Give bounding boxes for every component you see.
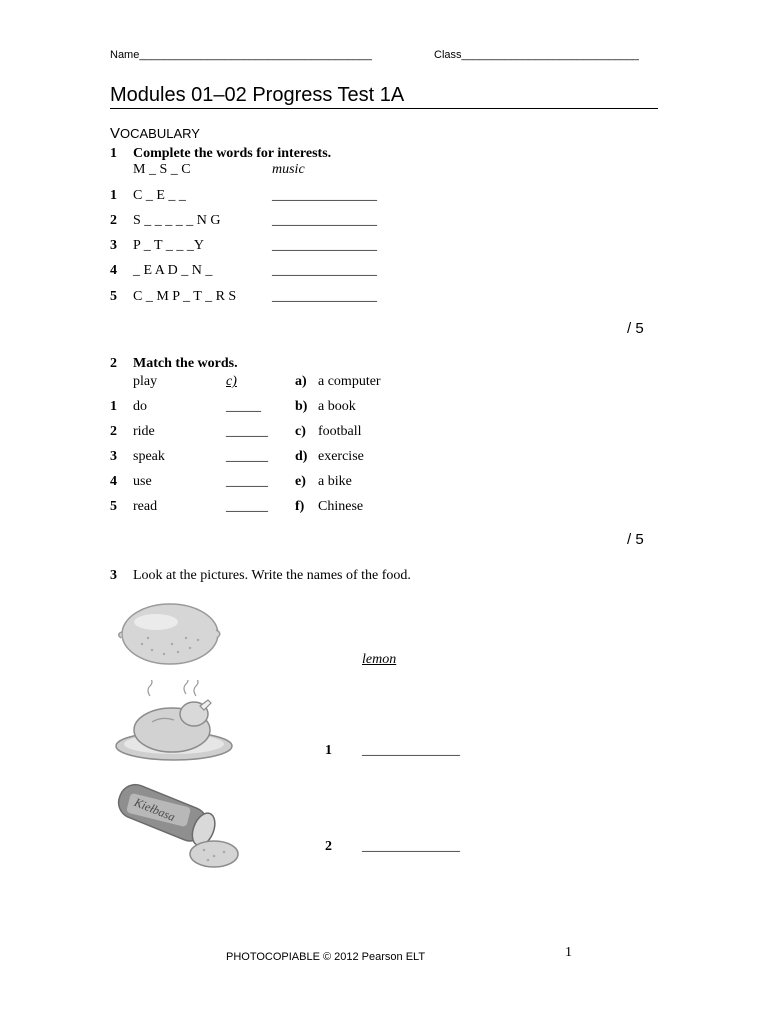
answer-blank[interactable]: _______________: [272, 188, 377, 203]
answer-blank[interactable]: _____: [226, 399, 261, 414]
answer-blank[interactable]: ______________: [362, 743, 460, 758]
salami-label: Kiełbasa: [132, 795, 178, 825]
q2-number: 2: [110, 356, 117, 371]
q3-number: 3: [110, 568, 117, 583]
roast-chicken-icon: [112, 680, 238, 768]
answer-blank[interactable]: ______________: [362, 839, 460, 854]
answer-blank[interactable]: ______: [226, 424, 268, 439]
name-field: Name______________________________________: [110, 49, 372, 61]
q1-score: / 5: [627, 320, 644, 337]
footer-copyright: PHOTOCOPIABLE © 2012 Pearson ELT: [226, 951, 426, 963]
answer-blank[interactable]: _______________: [272, 238, 377, 253]
answer-blank[interactable]: ______: [226, 449, 268, 464]
answer-blank[interactable]: ______: [226, 474, 268, 489]
q3-example-answer: lemon: [362, 652, 397, 667]
class-field: Class_____________________________: [434, 49, 639, 61]
title-rule: [110, 108, 658, 109]
q3-item-number: 1: [325, 743, 332, 758]
q2-example-answer: c): [226, 374, 237, 389]
q1-number: 1: [110, 146, 117, 161]
lemon-icon: [112, 594, 226, 672]
q2-instruction: Match the words.: [133, 356, 238, 371]
answer-blank[interactable]: _______________: [272, 213, 377, 228]
q3-instruction: Look at the pictures. Write the names of the food.: [133, 568, 411, 583]
answer-blank[interactable]: _______________: [272, 289, 377, 304]
page-title: Modules 01–02 Progress Test 1A: [110, 84, 405, 106]
salami-icon: [108, 776, 246, 872]
q1-example-answer: music: [272, 162, 305, 177]
answer-blank[interactable]: ______: [226, 499, 268, 514]
q3-item-number: 2: [325, 839, 332, 854]
section-heading: VOCABULARY: [110, 125, 200, 142]
page-number: 1: [565, 945, 572, 960]
q2-score: / 5: [627, 531, 644, 548]
q1-instruction: Complete the words for interests.: [133, 146, 332, 161]
q1-example-prompt: M _ S _ C: [133, 162, 191, 177]
answer-blank[interactable]: _______________: [272, 263, 377, 278]
